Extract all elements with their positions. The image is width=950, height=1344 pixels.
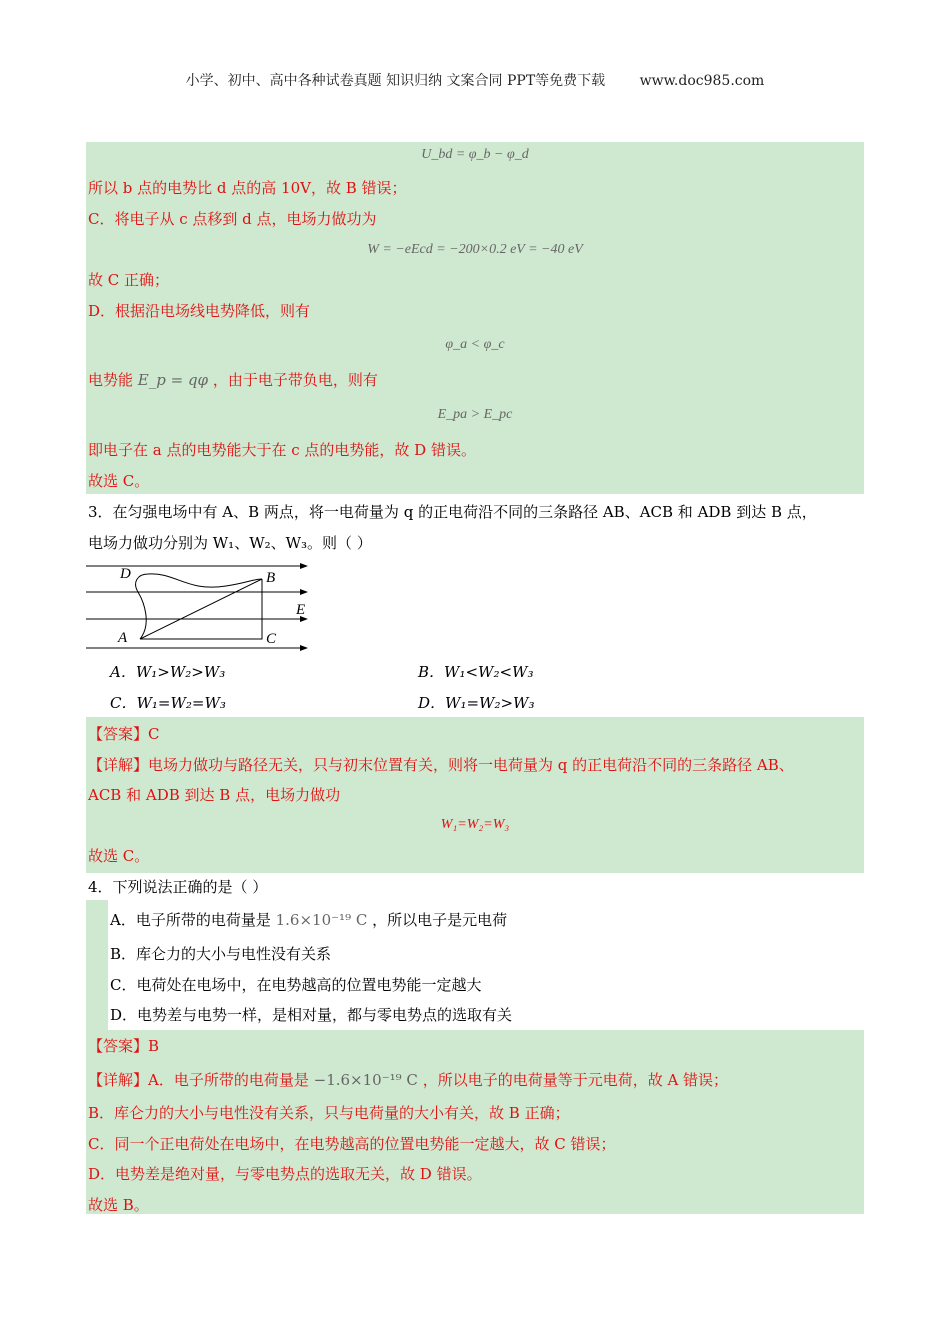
path-adb bbox=[136, 574, 262, 639]
arrowhead-2 bbox=[300, 589, 308, 595]
q2-line-c2: 故 C 正确； bbox=[88, 271, 170, 289]
path-ab bbox=[140, 579, 262, 639]
label-e: E bbox=[296, 602, 306, 618]
q4-answer: 【答案】B bbox=[88, 1037, 160, 1055]
q2-line-d3: 即电子在 a 点的电势能大于在 c 点的电势能，故 D 错误。 bbox=[88, 441, 476, 459]
label-c: C bbox=[266, 631, 277, 647]
q2-line-d2 bbox=[88, 370, 378, 390]
formula-ubd: U_bd = φ_b − φ_d bbox=[421, 147, 529, 162]
page-header bbox=[0, 70, 950, 90]
arrowhead-1 bbox=[300, 563, 308, 569]
q4-conclusion: 故选 B。 bbox=[88, 1196, 149, 1214]
q4-detail-a-text1: 【详解】A．电子所带的电荷量是 bbox=[88, 1071, 309, 1089]
q2-conclusion: 故选 C。 bbox=[88, 472, 150, 490]
label-a: A bbox=[118, 630, 128, 646]
q2-line-d2-a: 电势能 bbox=[88, 371, 134, 389]
formula-ep-def: E_p = qφ bbox=[137, 371, 209, 389]
q4-option-b[interactable]: B．库仑力的大小与电性没有关系 bbox=[110, 945, 332, 963]
q4-detail-a bbox=[88, 1070, 728, 1090]
q2-line-d1: D．根据沿电场线电势降低，则有 bbox=[88, 302, 311, 320]
q4-detail-b: B．库仑力的大小与电性没有关系，只与电荷量的大小有关，故 B 正确； bbox=[88, 1104, 570, 1122]
q3-figure bbox=[86, 562, 310, 652]
q3-formula: W₁=W₂=W₃ bbox=[440, 817, 510, 832]
label-b: B bbox=[266, 570, 276, 586]
q3-answer: 【答案】C bbox=[88, 725, 160, 743]
q4-option-d[interactable]: D．电势差与电势一样，是相对量，都与零电势点的选取有关 bbox=[110, 1006, 513, 1024]
q3-option-a[interactable]: A．W₁>W₂>W₃ bbox=[110, 663, 226, 681]
arrowhead-4 bbox=[300, 645, 308, 651]
q3-option-d[interactable]: D．W₁=W₂>W₃ bbox=[418, 694, 535, 712]
q2-line-b: 所以 b 点的电势比 d 点的高 10V，故 B 错误； bbox=[88, 179, 407, 197]
q4-option-a-text2: ，所以电子是元电荷 bbox=[372, 911, 508, 929]
header-text: 小学、初中、高中各种试卷真题 知识归纳 文案合同 PPT等免费下载 bbox=[185, 73, 606, 89]
q2-line-c1: C．将电子从 c 点移到 d 点，电场力做功为 bbox=[88, 210, 377, 228]
q4-detail-a-text2: ，所以电子的电荷量等于元电荷，故 A 错误； bbox=[422, 1071, 729, 1089]
field-diagram bbox=[86, 562, 310, 652]
q3-detail-line2: ACB 和 ADB 到达 B 点，电场力做功 bbox=[88, 786, 341, 804]
q3-option-b[interactable]: B．W₁<W₂<W₃ bbox=[418, 663, 534, 681]
highlight-strip-q4 bbox=[86, 900, 108, 1030]
q3-conclusion: 故选 C。 bbox=[88, 847, 150, 865]
q4-stem: 4．下列说法正确的是（ ） bbox=[88, 878, 268, 896]
q2-line-d2-b: ，由于电子带负电，则有 bbox=[212, 371, 378, 389]
formula-ep-compare: E_pa > E_pc bbox=[437, 407, 513, 422]
q4-option-a-formula: 1.6×10⁻¹⁹ C bbox=[275, 911, 368, 929]
q4-option-a[interactable] bbox=[110, 910, 507, 930]
q4-detail-a-formula: −1.6×10⁻¹⁹ C bbox=[313, 1071, 418, 1089]
header-url[interactable]: www.doc985.com bbox=[639, 73, 765, 89]
q3-stem-line1: 3．在匀强电场中有 A、B 两点，将一电荷量为 q 的正电荷沿不同的三条路径 AB、ACB 和 ADB 到达 B 点， bbox=[88, 503, 817, 521]
q3-detail-line1: 【详解】电场力做功与路径无关，只与初末位置有关，则将一电荷量为 q 的正电荷沿不同的三条路径 AB、 bbox=[88, 756, 794, 774]
formula-phi: φ_a < φ_c bbox=[445, 337, 505, 352]
label-d: D bbox=[120, 566, 131, 582]
formula-work: W = −eEcd = −200×0.2 eV = −40 eV bbox=[367, 242, 583, 257]
q3-stem-line2: 电场力做功分别为 W₁、W₂、W₃。则（ ） bbox=[88, 534, 372, 552]
q4-option-c[interactable]: C．电荷处在电场中，在电势越高的位置电势能一定越大 bbox=[110, 976, 482, 994]
q4-detail-c: C．同一个正电荷处在电场中，在电势越高的位置电势能一定越大，故 C 错误； bbox=[88, 1135, 616, 1153]
q4-option-a-text1: A．电子所带的电荷量是 bbox=[110, 911, 271, 929]
q3-option-c[interactable]: C．W₁=W₂=W₃ bbox=[110, 694, 226, 712]
q4-detail-d: D．电势差是绝对量，与零电势点的选取无关，故 D 错误。 bbox=[88, 1165, 482, 1183]
